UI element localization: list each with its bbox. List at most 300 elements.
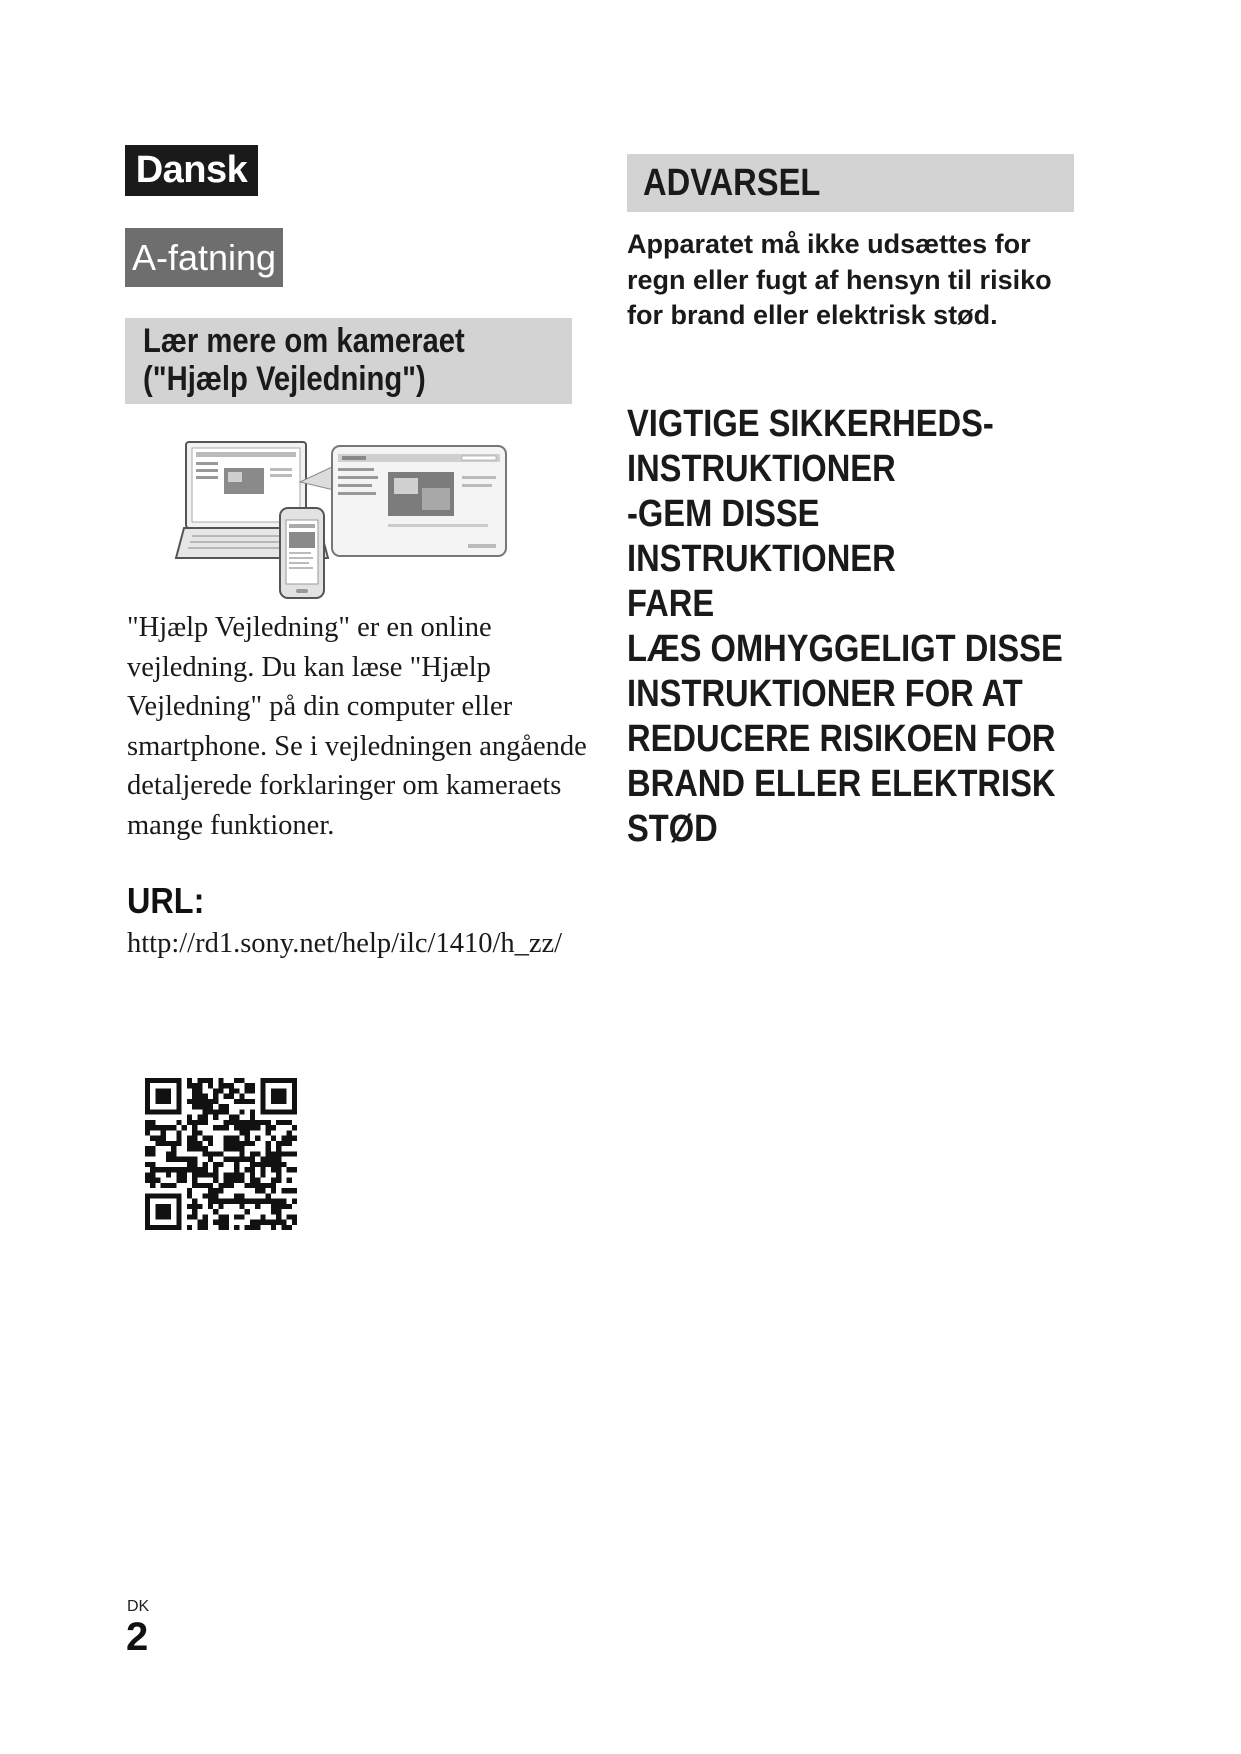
qr-module: [250, 1109, 255, 1114]
qr-module: [229, 1136, 234, 1141]
qr-module: [187, 1083, 192, 1088]
qr-module: [229, 1115, 234, 1120]
qr-module: [213, 1115, 218, 1120]
qr-module: [229, 1157, 234, 1162]
qr-module: [260, 1167, 265, 1172]
mount-tag: A-fatning: [125, 228, 283, 287]
qr-module: [176, 1167, 181, 1172]
qr-module: [245, 1209, 250, 1214]
qr-module: [245, 1125, 250, 1130]
qr-module: [218, 1188, 223, 1193]
warning-text: Apparatet må ikke udsættes for regn eller fugt af hensyn til risiko for brand eller elektrisk stød.: [627, 229, 1052, 330]
qr-module: [287, 1167, 292, 1172]
qr-module: [271, 1225, 276, 1230]
qr-module: [281, 1141, 286, 1146]
qr-module: [250, 1183, 255, 1188]
qr-module: [239, 1204, 244, 1209]
safety-line: BRAND ELLER ELEKTRISK: [627, 763, 1056, 805]
qr-module: [292, 1151, 297, 1156]
qr-module: [208, 1157, 213, 1162]
qr-module: [292, 1220, 297, 1225]
qr-module: [224, 1141, 229, 1146]
qr-module: [213, 1094, 218, 1099]
qr-module: [234, 1225, 239, 1230]
safety-instructions: [627, 402, 1063, 852]
qr-module: [161, 1141, 166, 1146]
qr-module: [203, 1109, 208, 1114]
qr-module: [208, 1136, 213, 1141]
safety-line: INSTRUKTIONER: [627, 538, 896, 580]
qr-module: [250, 1083, 255, 1088]
qr-module: [218, 1109, 223, 1114]
qr-module: [234, 1178, 239, 1183]
qr-module: [234, 1146, 239, 1151]
qr-module: [192, 1104, 197, 1109]
qr-module: [187, 1141, 192, 1146]
qr-module: [224, 1125, 229, 1130]
qr-module: [145, 1151, 150, 1156]
qr-module: [266, 1130, 271, 1135]
qr-module: [224, 1225, 229, 1230]
safety-line: INSTRUKTIONER: [627, 448, 896, 490]
qr-module: [250, 1157, 255, 1162]
qr-module: [224, 1172, 229, 1177]
qr-module: [145, 1120, 150, 1125]
qr-module: [187, 1115, 192, 1120]
qr-module: [187, 1167, 192, 1172]
qr-module: [229, 1146, 234, 1151]
qr-module: [276, 1146, 281, 1151]
safety-line: FARE: [627, 583, 715, 625]
qr-module: [208, 1183, 213, 1188]
qr-module: [276, 1167, 281, 1172]
qr-module: [234, 1125, 239, 1130]
qr-module: [266, 1199, 271, 1204]
qr-module: [208, 1104, 213, 1109]
safety-line: VIGTIGE SIKKERHEDS-: [627, 403, 994, 445]
qr-module: [239, 1157, 244, 1162]
qr-module: [176, 1141, 181, 1146]
qr-module: [203, 1094, 208, 1099]
qr-module: [245, 1183, 250, 1188]
qr-module: [266, 1125, 271, 1130]
qr-module: [234, 1172, 239, 1177]
qr-module: [292, 1214, 297, 1219]
qr-module: [155, 1125, 160, 1130]
qr-module: [239, 1094, 244, 1099]
qr-module: [192, 1146, 197, 1151]
safety-line: -GEM DISSE: [627, 493, 820, 535]
qr-module: [192, 1214, 197, 1219]
qr-module: [239, 1120, 244, 1125]
qr-module: [203, 1183, 208, 1188]
qr-module: [271, 1157, 276, 1162]
qr-module: [287, 1204, 292, 1209]
qr-module: [208, 1109, 213, 1114]
qr-module: [161, 1167, 166, 1172]
qr-module: [245, 1083, 250, 1088]
qr-module: [166, 1151, 171, 1156]
qr-module: [250, 1199, 255, 1204]
qr-module: [271, 1183, 276, 1188]
qr-module: [276, 1141, 281, 1146]
qr-module: [161, 1183, 166, 1188]
qr-module: [197, 1220, 202, 1225]
qr-module: [197, 1167, 202, 1172]
qr-module: [213, 1178, 218, 1183]
qr-module: [224, 1083, 229, 1088]
qr-module: [229, 1141, 234, 1146]
qr-module: [229, 1178, 234, 1183]
qr-module: [234, 1214, 239, 1219]
qr-module: [182, 1125, 187, 1130]
qr-module: [250, 1225, 255, 1230]
qr-module: [224, 1104, 229, 1109]
qr-module: [171, 1141, 176, 1146]
qr-module: [213, 1162, 218, 1167]
qr-module: [250, 1125, 255, 1130]
qr-module: [224, 1146, 229, 1151]
qr-module: [229, 1088, 234, 1093]
qr-module: [287, 1120, 292, 1125]
qr-module: [245, 1141, 250, 1146]
qr-module: [150, 1136, 155, 1141]
qr-module: [224, 1220, 229, 1225]
qr-module: [213, 1099, 218, 1104]
qr-module: [260, 1214, 265, 1219]
qr-module: [234, 1078, 239, 1083]
qr-module: [187, 1157, 192, 1162]
qr-module: [260, 1183, 265, 1188]
qr-module: [192, 1157, 197, 1162]
qr-module: [192, 1183, 197, 1188]
qr-module: [239, 1099, 244, 1104]
qr-module: [192, 1088, 197, 1093]
qr-module: [187, 1193, 192, 1198]
qr-module: [255, 1120, 260, 1125]
qr-module: [197, 1115, 202, 1120]
qr-module: [208, 1204, 213, 1209]
warning-heading-box: [627, 154, 1074, 212]
qr-module: [287, 1225, 292, 1230]
page-language-code: DK: [127, 1598, 150, 1615]
qr-module: [150, 1172, 155, 1177]
qr-module: [255, 1183, 260, 1188]
qr-module: [266, 1141, 271, 1146]
qr-module: [166, 1141, 171, 1146]
qr-module: [287, 1178, 292, 1183]
qr-module: [192, 1204, 197, 1209]
qr-module: [218, 1125, 223, 1130]
qr-module: [192, 1178, 197, 1183]
qr-module: [150, 1120, 155, 1125]
qr-module: [213, 1088, 218, 1093]
qr-module: [197, 1141, 202, 1146]
qr-module: [224, 1136, 229, 1141]
qr-module: [266, 1162, 271, 1167]
qr-module: [187, 1225, 192, 1230]
qr-module: [250, 1115, 255, 1120]
qr-module: [234, 1141, 239, 1146]
qr-module: [213, 1209, 218, 1214]
qr-module: [192, 1099, 197, 1104]
qr-module: [239, 1172, 244, 1177]
qr-module: [197, 1204, 202, 1209]
qr-module: [266, 1146, 271, 1151]
qr-module: [208, 1193, 213, 1198]
qr-module: [197, 1172, 202, 1177]
qr-module: [287, 1141, 292, 1146]
qr-module: [218, 1220, 223, 1225]
qr-module: [287, 1130, 292, 1135]
qr-module: [260, 1188, 265, 1193]
qr-module: [255, 1125, 260, 1130]
qr-module: [255, 1151, 260, 1156]
qr-module: [197, 1104, 202, 1109]
qr-module: [229, 1094, 234, 1099]
qr-module: [187, 1188, 192, 1193]
qr-module: [229, 1083, 234, 1088]
qr-module: [171, 1125, 176, 1130]
qr-module: [239, 1193, 244, 1198]
qr-module: [192, 1094, 197, 1099]
qr-module: [271, 1125, 276, 1130]
qr-module: [187, 1078, 192, 1083]
qr-module: [208, 1188, 213, 1193]
qr-module: [255, 1220, 260, 1225]
qr-module: [203, 1167, 208, 1172]
qr-module: [239, 1214, 244, 1219]
qr-module: [276, 1214, 281, 1219]
qr-module: [187, 1099, 192, 1104]
qr-module: [260, 1157, 265, 1162]
qr-module: [203, 1115, 208, 1120]
qr-module: [155, 1178, 160, 1183]
qr-module: [239, 1125, 244, 1130]
qr-module: [292, 1188, 297, 1193]
qr-module: [213, 1220, 218, 1225]
qr-module: [260, 1220, 265, 1225]
qr-module: [271, 1199, 276, 1204]
qr-module: [260, 1172, 265, 1177]
qr-module: [260, 1162, 265, 1167]
qr-module: [224, 1199, 229, 1204]
qr-module: [229, 1183, 234, 1188]
safety-line: STØD: [627, 808, 718, 850]
qr-module: [182, 1178, 187, 1183]
qr-module: [245, 1199, 250, 1204]
qr-module: [224, 1214, 229, 1219]
qr-module: [271, 1188, 276, 1193]
qr-module: [224, 1120, 229, 1125]
qr-module: [176, 1120, 181, 1125]
qr-module: [229, 1199, 234, 1204]
qr-module: [239, 1078, 244, 1083]
qr-module: [281, 1188, 286, 1193]
qr-module: [224, 1094, 229, 1099]
qr-module: [281, 1151, 286, 1156]
qr-module: [192, 1162, 197, 1167]
qr-module: [182, 1167, 187, 1172]
qr-module: [171, 1151, 176, 1156]
help-guide-url[interactable]: http://rd1.sony.net/help/ilc/1410/h_zz/: [127, 928, 563, 959]
qr-module: [203, 1214, 208, 1219]
qr-module: [271, 1204, 276, 1209]
qr-module: [239, 1178, 244, 1183]
qr-module: [171, 1183, 176, 1188]
qr-module: [292, 1136, 297, 1141]
qr-module: [271, 1151, 276, 1156]
qr-module: [176, 1157, 181, 1162]
qr-module: [208, 1141, 213, 1146]
qr-module: [281, 1199, 286, 1204]
qr-module: [292, 1167, 297, 1172]
qr-module: [239, 1141, 244, 1146]
qr-module: [218, 1183, 223, 1188]
qr-module: [155, 1141, 160, 1146]
qr-module: [266, 1183, 271, 1188]
qr-module: [245, 1225, 250, 1230]
qr-module: [197, 1094, 202, 1099]
warning-heading: ADVARSEL: [643, 162, 821, 204]
qr-module: [255, 1188, 260, 1193]
qr-module: [176, 1172, 181, 1177]
qr-module: [197, 1130, 202, 1135]
qr-module: [281, 1120, 286, 1125]
qr-module: [208, 1199, 213, 1204]
qr-module: [239, 1151, 244, 1156]
qr-module: [234, 1136, 239, 1141]
qr-module: [250, 1172, 255, 1177]
qr-module: [266, 1120, 271, 1125]
qr-module: [245, 1088, 250, 1093]
qr-module: [197, 1183, 202, 1188]
qr-module: [166, 1125, 171, 1130]
qr-module: [250, 1151, 255, 1156]
qr-module: [245, 1120, 250, 1125]
qr-module: [203, 1104, 208, 1109]
qr-module: [145, 1125, 150, 1130]
qr-module: [171, 1146, 176, 1151]
qr-module: [176, 1130, 181, 1135]
qr-module: [250, 1099, 255, 1104]
qr-module: [224, 1183, 229, 1188]
qr-module: [192, 1125, 197, 1130]
qr-module: [245, 1130, 250, 1135]
qr-module: [192, 1167, 197, 1172]
qr-module: [276, 1172, 281, 1177]
qr-module: [229, 1120, 234, 1125]
qr-module: [250, 1120, 255, 1125]
qr-module: [197, 1146, 202, 1151]
qr-module: [250, 1167, 255, 1172]
learn-heading-line2: ("Hjælp Vejledning"): [143, 360, 426, 398]
qr-module: [197, 1225, 202, 1230]
qr-module: [276, 1209, 281, 1214]
safety-line: INSTRUKTIONER FOR AT: [627, 673, 1023, 715]
qr-module: [281, 1220, 286, 1225]
qr-module: [213, 1167, 218, 1172]
qr-module: [245, 1136, 250, 1141]
qr-module: [203, 1220, 208, 1225]
qr-module: [292, 1125, 297, 1130]
qr-module: [145, 1162, 150, 1167]
learn-more-heading-box: [125, 318, 572, 404]
qr-module: [187, 1162, 192, 1167]
qr-module: [203, 1120, 208, 1125]
qr-module: [271, 1178, 276, 1183]
qr-module: [266, 1193, 271, 1198]
qr-module: [224, 1109, 229, 1114]
qr-module: [266, 1157, 271, 1162]
qr-module: [250, 1220, 255, 1225]
qr-module: [239, 1109, 244, 1114]
qr-module: [150, 1178, 155, 1183]
qr-module: [208, 1078, 213, 1083]
qr-module: [281, 1162, 286, 1167]
qr-module: [234, 1088, 239, 1093]
help-guide-illustration: [172, 436, 524, 604]
qr-module: [155, 1136, 160, 1141]
qr-module: [218, 1199, 223, 1204]
qr-module: [271, 1209, 276, 1214]
qr-module: [218, 1088, 223, 1093]
qr-module: [182, 1172, 187, 1177]
qr-module: [187, 1136, 192, 1141]
qr-module: [182, 1157, 187, 1162]
qr-module: [281, 1225, 286, 1230]
qr-module: [192, 1136, 197, 1141]
qr-module: [203, 1151, 208, 1156]
qr-module: [187, 1214, 192, 1219]
qr-module: [276, 1178, 281, 1183]
qr-module: [203, 1136, 208, 1141]
qr-module: [234, 1199, 239, 1204]
qr-module: [255, 1204, 260, 1209]
qr-module: [239, 1130, 244, 1135]
qr-module: [203, 1193, 208, 1198]
qr-module: [203, 1146, 208, 1151]
qr-module: [234, 1193, 239, 1198]
qr-module: [197, 1120, 202, 1125]
qr-module: [287, 1151, 292, 1156]
qr-module: [213, 1199, 218, 1204]
page-number: 2: [126, 1615, 149, 1659]
help-guide-description: "Hjælp Vejledning" er en online vejledning. Du kan læse "Hjælp Vejledning" på din computer eller smartphone. Se i vejledningen angående detaljerede forklaringer om kameraets mange funktioner.: [127, 612, 587, 841]
qr-module: [150, 1146, 155, 1151]
qr-module: [281, 1136, 286, 1141]
qr-module: [197, 1083, 202, 1088]
qr-module: [150, 1162, 155, 1167]
qr-module: [187, 1120, 192, 1125]
qr-module: [224, 1178, 229, 1183]
qr-module: [213, 1172, 218, 1177]
qr-module: [255, 1162, 260, 1167]
qr-module: [250, 1178, 255, 1183]
qr-module: [239, 1146, 244, 1151]
qr-module: [203, 1172, 208, 1177]
qr-module: [250, 1141, 255, 1146]
qr-module: [218, 1083, 223, 1088]
qr-module: [255, 1225, 260, 1230]
qr-module: [155, 1167, 160, 1172]
qr-module: [234, 1115, 239, 1120]
qr-module: [276, 1157, 281, 1162]
qr-module: [213, 1151, 218, 1156]
qr-module: [218, 1104, 223, 1109]
qr-module: [255, 1199, 260, 1204]
qr-module: [150, 1151, 155, 1156]
